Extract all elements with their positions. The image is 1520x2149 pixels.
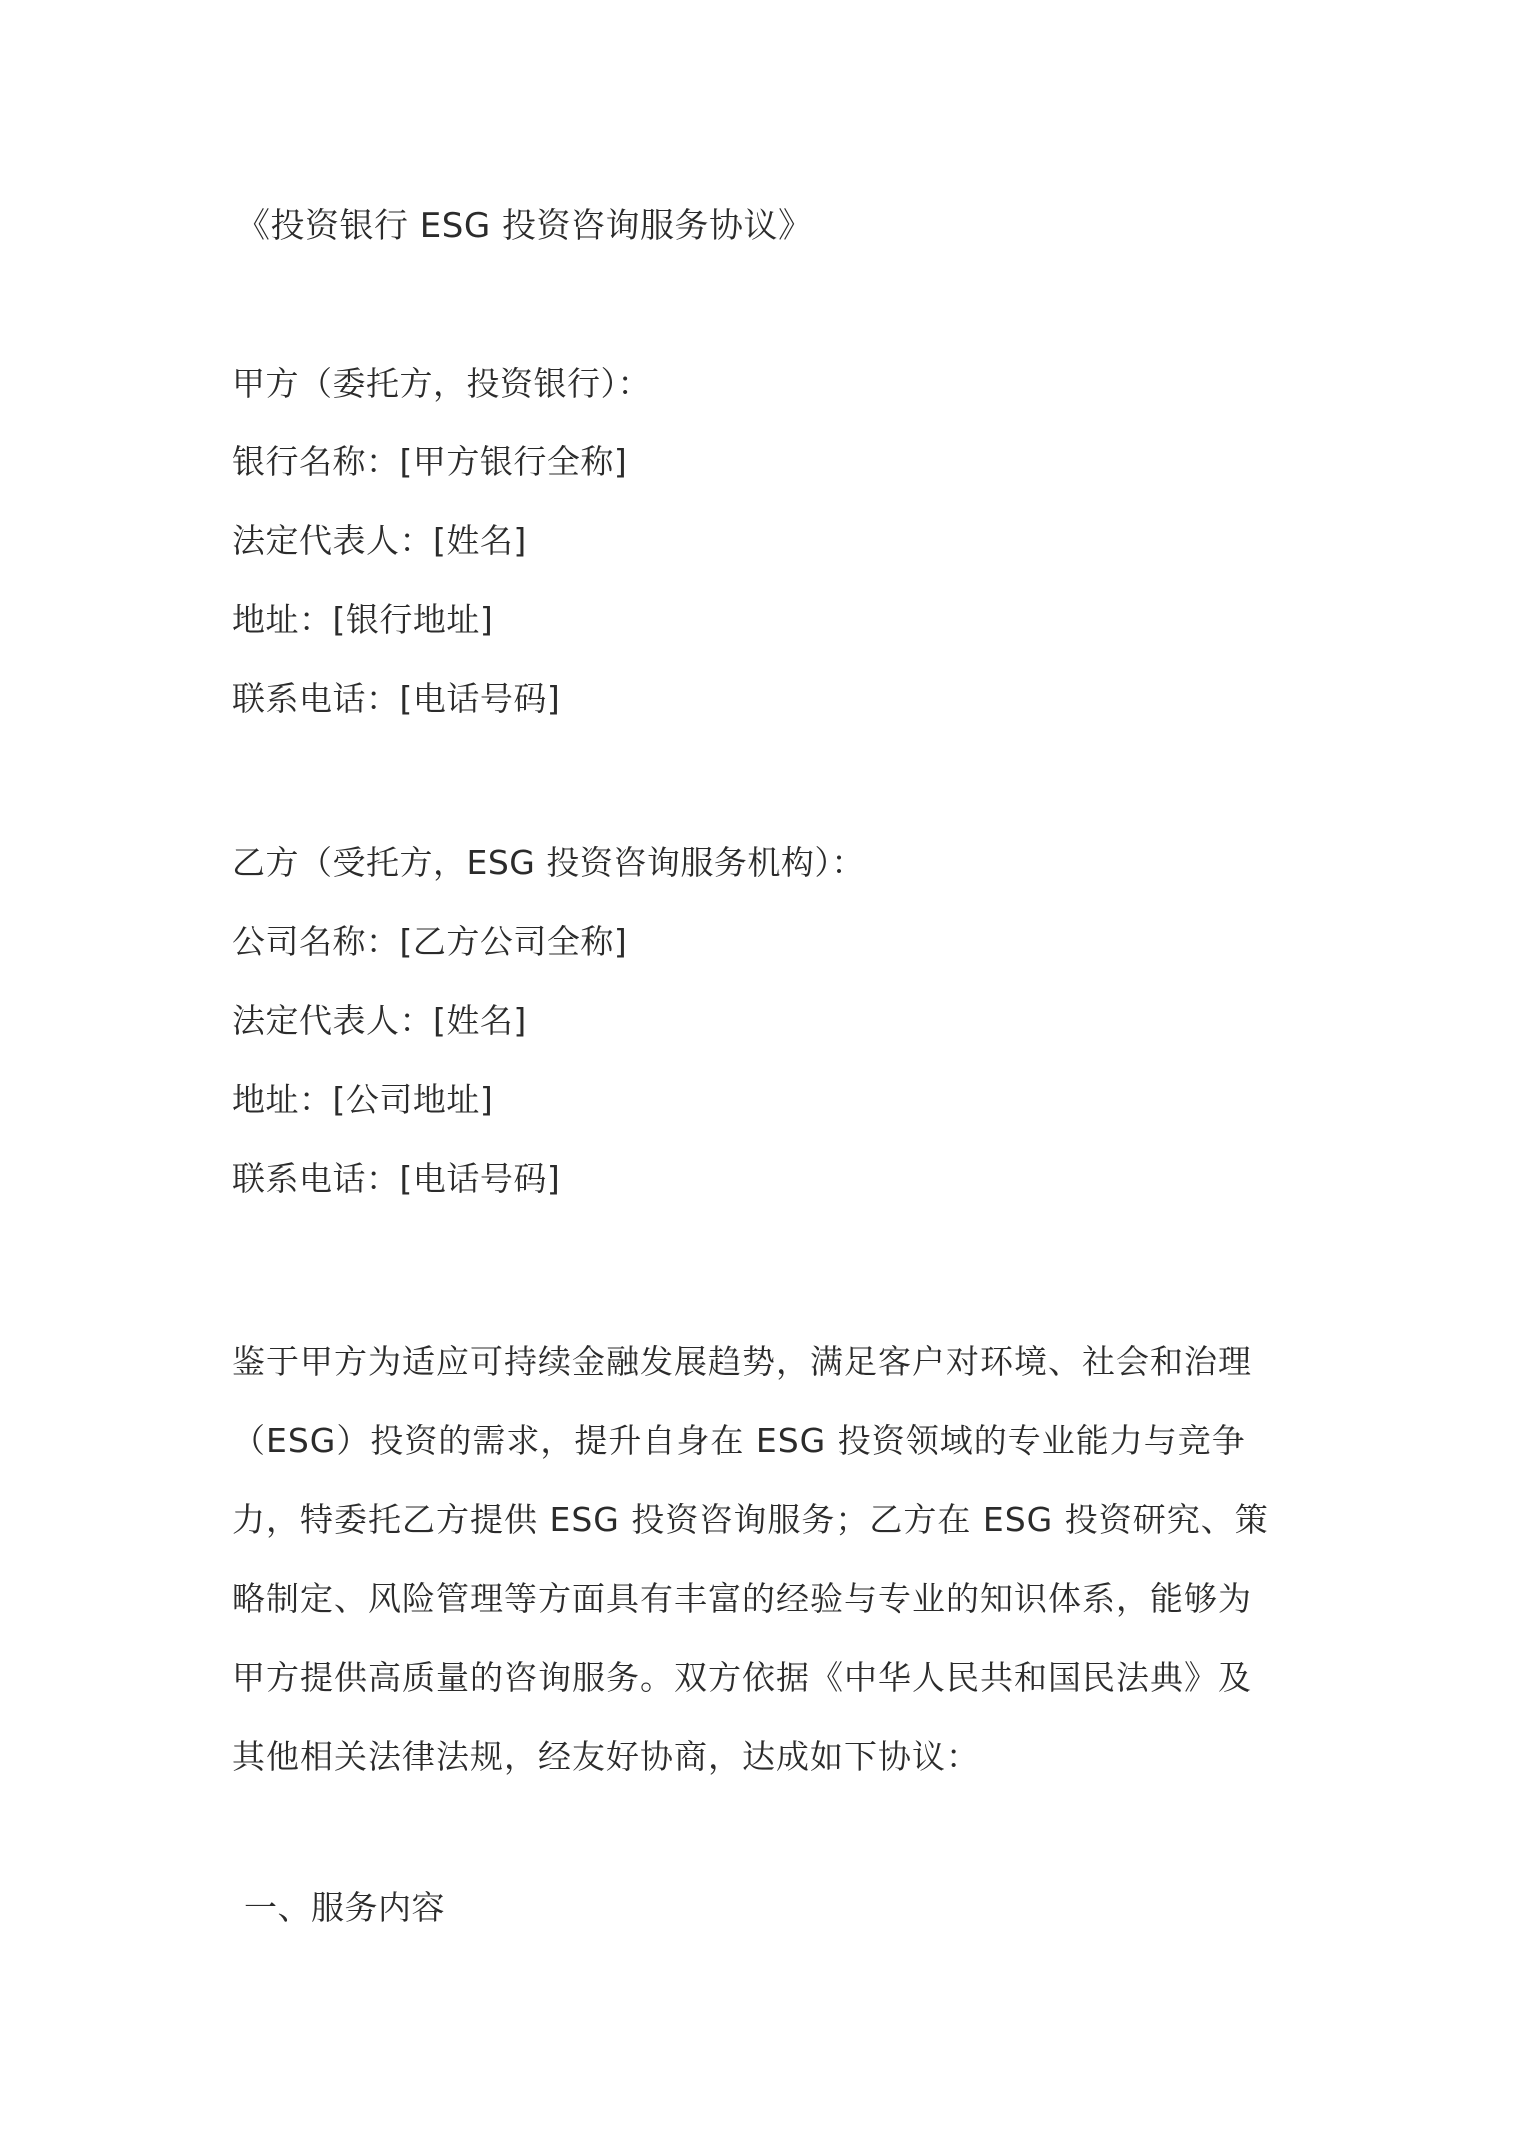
party-a-phone: 联系电话：[电话号码] bbox=[232, 679, 561, 718]
preamble-line: 其他相关法律法规，经友好协商，达成如下协议： bbox=[232, 1737, 980, 1776]
preamble-line: 略制定、风险管理等方面具有丰富的经验与专业的知识体系，能够为 bbox=[232, 1579, 1252, 1618]
preamble-paragraph bbox=[232, 1322, 1312, 1796]
party-a-address: 地址：[银行地址] bbox=[232, 600, 494, 639]
party-b-phone: 联系电话：[电话号码] bbox=[232, 1159, 561, 1198]
party-b-header: 乙方（受托方，ESG 投资咨询服务机构）： bbox=[232, 843, 865, 882]
party-a-header: 甲方（委托方，投资银行）： bbox=[232, 364, 651, 403]
preamble-line: 甲方提供高质量的咨询服务。双方依据《中华人民共和国民法典》及 bbox=[232, 1658, 1252, 1697]
section-heading-service-content: 一、服务内容 bbox=[244, 1888, 445, 1927]
party-a-representative: 法定代表人：[姓名] bbox=[232, 521, 527, 560]
party-a-name: 银行名称：[甲方银行全称] bbox=[232, 442, 628, 481]
preamble-line: 鉴于甲方为适应可持续金融发展趋势，满足客户对环境、社会和治理 bbox=[232, 1342, 1252, 1381]
party-b-address: 地址：[公司地址] bbox=[232, 1080, 494, 1119]
document-title: 《投资银行 ESG 投资咨询服务协议》 bbox=[236, 206, 813, 246]
party-b-representative: 法定代表人：[姓名] bbox=[232, 1001, 527, 1040]
party-b-name: 公司名称：[乙方公司全称] bbox=[232, 922, 628, 961]
preamble-line: （ESG）投资的需求，提升自身在 ESG 投资领域的专业能力与竞争 bbox=[232, 1421, 1246, 1460]
preamble-line: 力，特委托乙方提供 ESG 投资咨询服务；乙方在 ESG 投资研究、策 bbox=[232, 1500, 1269, 1539]
